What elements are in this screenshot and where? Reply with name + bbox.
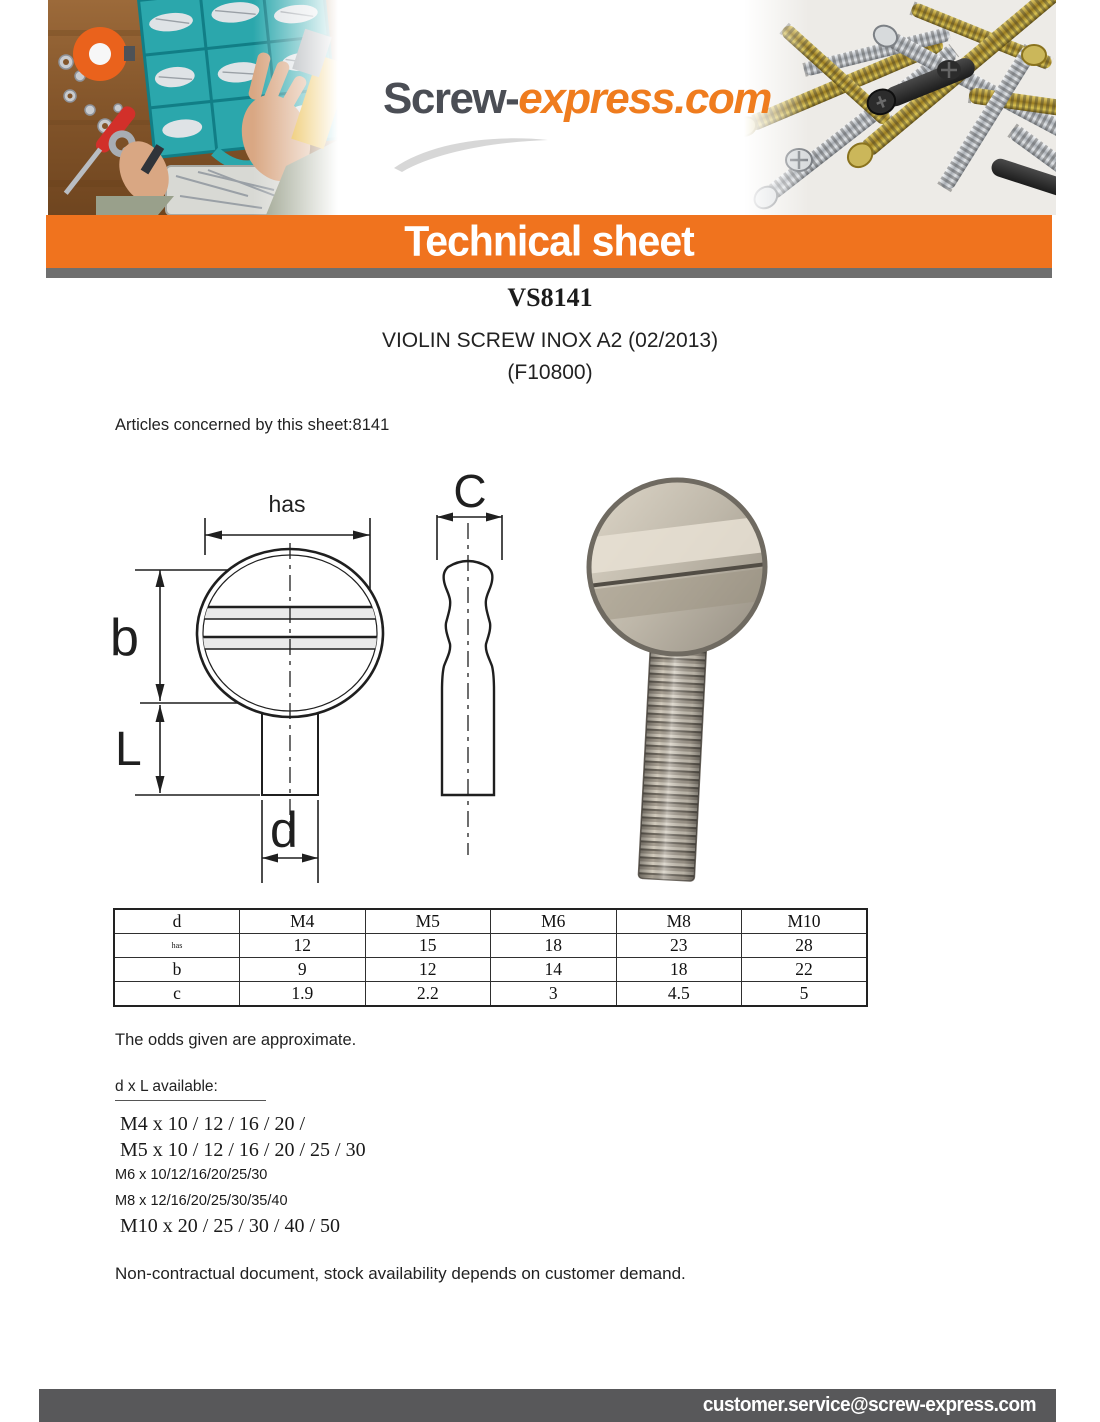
- dim-label-has: has: [268, 491, 306, 517]
- banner: [46, 215, 1052, 268]
- available-sizes-list: [115, 1112, 366, 1240]
- table-cell: M4: [240, 909, 366, 934]
- logo-text-orange: express.com: [518, 74, 771, 123]
- footer-bar: [39, 1389, 1056, 1422]
- banner-shadow-strip: [46, 268, 1052, 278]
- size-line-m4: M4 x 10 / 12 / 16 / 20 /: [120, 1113, 306, 1135]
- logo-text-gray: Screw-: [383, 74, 519, 123]
- logo-swoosh: [388, 128, 558, 173]
- dimension-table: [113, 908, 868, 1007]
- table-cell: 4.5: [616, 982, 742, 1007]
- dim-label-L: L: [115, 723, 142, 776]
- table-cell: M10: [742, 909, 868, 934]
- table-cell: b: [114, 958, 240, 982]
- document-code: VS8141: [507, 283, 593, 312]
- table-cell: c: [114, 982, 240, 1007]
- size-line-m5: M5 x 10 / 12 / 16 / 20 / 25 / 30: [120, 1138, 366, 1161]
- table-cell: has: [114, 934, 240, 958]
- table-cell: 18: [491, 934, 617, 958]
- available-sizes-heading: d x L available:: [115, 1078, 266, 1101]
- customer-service-email: customer.service@screw-express.com: [702, 1393, 1036, 1416]
- table-cell: 12: [240, 934, 366, 958]
- table-row: [114, 934, 867, 958]
- size-line-m6: M6 x 10/12/16/20/25/30: [115, 1167, 268, 1183]
- disclaimer: Non-contractual document, stock availability depends on customer demand.: [115, 1264, 686, 1283]
- approximate-note: The odds given are approximate.: [115, 1031, 357, 1049]
- table-cell: 15: [365, 934, 491, 958]
- table-cell: 28: [742, 934, 868, 958]
- size-line-m10: M10 x 20 / 25 / 30 / 40 / 50: [120, 1215, 341, 1237]
- table-cell: 23: [616, 934, 742, 958]
- dim-label-b: b: [110, 609, 139, 667]
- table-row: [114, 909, 867, 934]
- table-cell: 22: [742, 958, 868, 982]
- banner-title: Technical sheet: [404, 217, 694, 265]
- front-view: [135, 518, 385, 883]
- document-title: VIOLIN SCREW INOX A2 (02/2013): [381, 329, 719, 352]
- dim-label-C: C: [453, 465, 487, 517]
- document-reference: (F10800): [507, 361, 593, 384]
- table-cell: M8: [616, 909, 742, 934]
- table-cell: d: [114, 909, 240, 934]
- table-cell: 1.9: [240, 982, 366, 1007]
- logo: [383, 74, 771, 124]
- side-view: [437, 513, 502, 856]
- table-cell: 14: [491, 958, 617, 982]
- technical-drawing: [90, 455, 780, 900]
- table-cell: 3: [491, 982, 617, 1007]
- table-cell: 18: [616, 958, 742, 982]
- size-line-m8: M8 x 12/16/20/25/30/35/40: [115, 1192, 288, 1209]
- workbench-photo: [48, 0, 338, 215]
- dim-label-d: d: [270, 802, 298, 858]
- table-cell: 5: [742, 982, 868, 1007]
- articles-line: Articles concerned by this sheet:8141: [115, 416, 390, 434]
- table-cell: 12: [365, 958, 491, 982]
- table-row: [114, 958, 867, 982]
- screw-pile-photo: [744, 0, 1056, 215]
- table-cell: 9: [240, 958, 366, 982]
- product-photo: [575, 469, 779, 881]
- table-row: [114, 982, 867, 1007]
- table-cell: 2.2: [365, 982, 491, 1007]
- table-cell: M5: [365, 909, 491, 934]
- table-cell: M6: [491, 909, 617, 934]
